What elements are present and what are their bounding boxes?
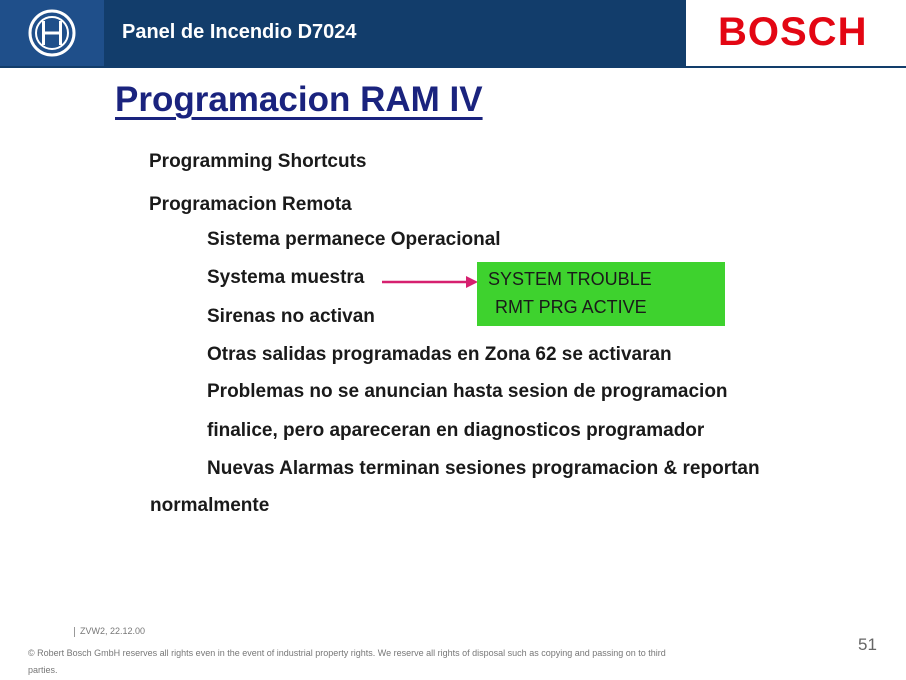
header-title-band xyxy=(104,0,686,66)
footer-code: ZVW2, 22.12.00 xyxy=(80,626,146,636)
header-rule xyxy=(0,66,906,68)
bosch-wordmark: BOSCH xyxy=(718,10,868,54)
list-item: Systema muestra xyxy=(207,267,365,288)
arrow-right-icon xyxy=(380,270,480,290)
footer-copyright: © Robert Bosch GmbH reserves all rights even in the event of industrial property rights. We reserve all rights of disposal such as copying and passing on to third parties. xyxy=(28,648,666,675)
list-item: Otras salidas programadas en Zona 62 se activaran xyxy=(207,344,672,365)
bosch-armature-icon xyxy=(27,8,77,58)
header-title: Panel de Incendio D7024 xyxy=(122,21,357,43)
slide-title: Programacion RAM IV xyxy=(115,80,483,119)
logo-box xyxy=(0,0,104,66)
status-line-2: RMT PRG ACTIVE xyxy=(495,297,647,317)
list-item: Sistema permanece Operacional xyxy=(207,229,501,250)
page-number: 51 xyxy=(858,635,877,654)
subtitle: Programming Shortcuts xyxy=(149,151,367,172)
list-continuation: normalmente xyxy=(150,495,270,516)
list-item: Problemas no se anuncian hasta sesion de programacion xyxy=(207,381,728,402)
status-line-1: SYSTEM TROUBLE xyxy=(488,269,652,289)
section-heading: Programacion Remota xyxy=(149,194,352,215)
status-display-box xyxy=(477,262,725,326)
list-item: Sirenas no activan xyxy=(207,306,375,327)
list-item: finalice, pero apareceran en diagnosticos programador xyxy=(207,420,705,441)
list-item: Nuevas Alarmas terminan sesiones programacion & reportan xyxy=(207,458,760,479)
footer-tick xyxy=(74,627,75,637)
slide-header xyxy=(0,0,906,66)
